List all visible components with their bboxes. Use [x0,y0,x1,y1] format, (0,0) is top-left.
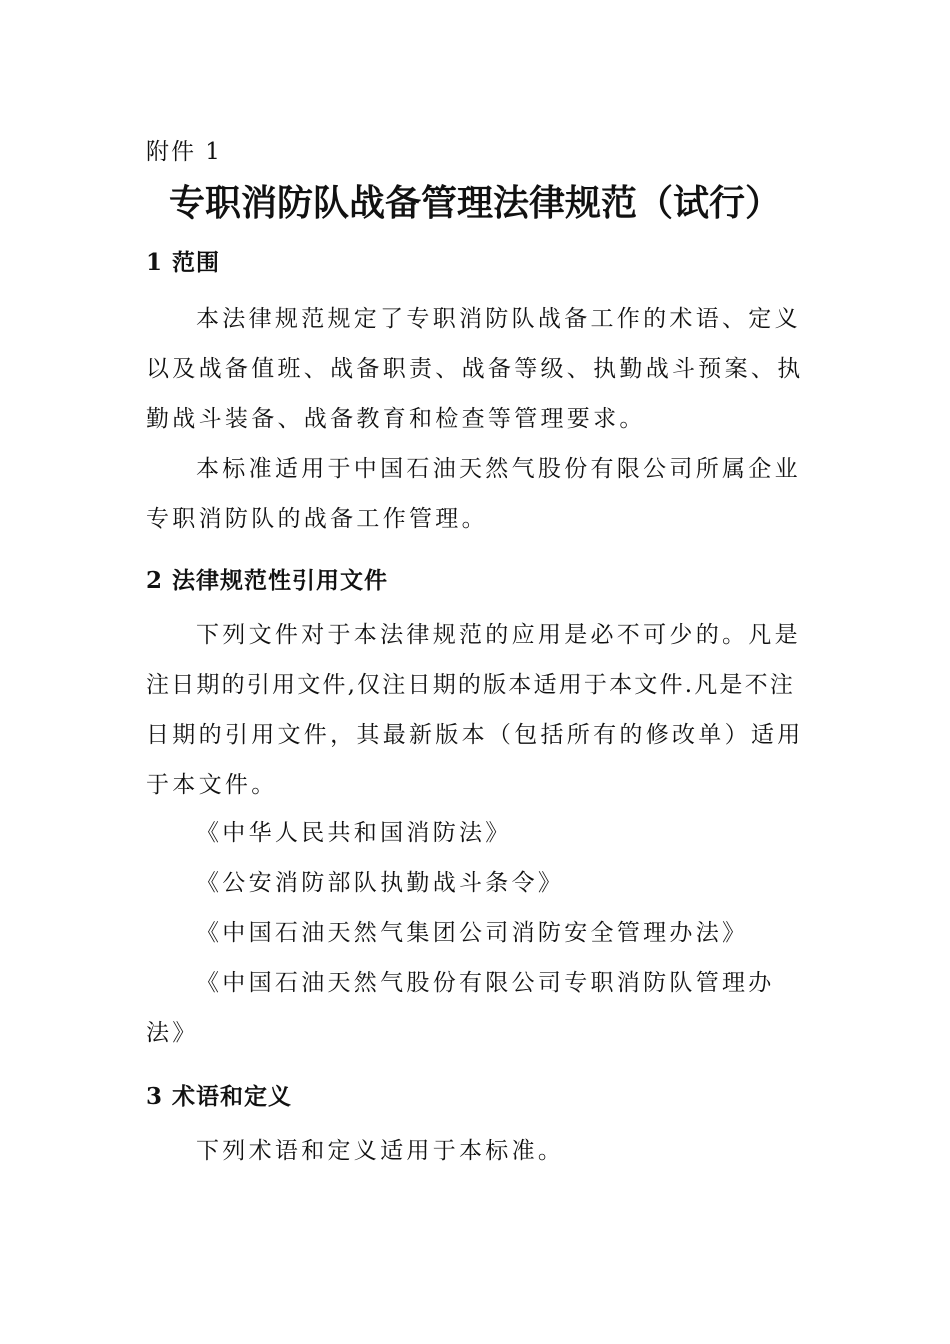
reference-item: 《中国石油天然气股份有限公司专职消防队管理办 [196,970,775,996]
section-3-paragraph-1 [146,1126,806,1176]
text-line: 下列文件对于本法律规范的应用是必不可少的。凡是 [196,622,801,648]
reference-list [146,808,806,1058]
section-2-paragraph-1 [146,610,806,810]
section-2-heading: 2 法律规范性引用文件 [146,567,389,594]
reference-item-continuation: 法》 [146,1020,199,1046]
document-title: 专职消防队战备管理法律规范（试行） [168,182,781,224]
attachment-label: 附件 1 [146,139,222,165]
section-1-paragraph-2 [146,444,806,544]
text-line: 注日期的引用文件,仅注日期的版本适用于本文件.凡是不注 [146,672,796,698]
text-line: 专职消防队的战备工作管理。 [146,506,488,532]
text-line: 于本文件。 [146,772,278,798]
reference-item: 《中国石油天然气集团公司消防安全管理办法》 [196,920,749,946]
section-1-paragraph-1 [146,294,806,444]
section-1-heading: 1 范围 [146,249,221,276]
reference-item: 《中华人民共和国消防法》 [196,820,512,846]
text-line: 日期的引用文件，其最新版本（包括所有的修改单）适用 [146,722,804,748]
text-line: 本标准适用于中国石油天然气股份有限公司所属企业 [196,456,801,482]
text-line: 下列术语和定义适用于本标准。 [196,1138,565,1164]
text-line: 本法律规范规定了专职消防队战备工作的术语、定义 [196,306,801,332]
text-line: 以及战备值班、战备职责、战备等级、执勤战斗预案、执 [146,356,804,382]
reference-item: 《公安消防部队执勤战斗条令》 [196,870,565,896]
text-line: 勤战斗装备、战备教育和检查等管理要求。 [146,406,646,432]
section-3-heading: 3 术语和定义 [146,1083,293,1110]
